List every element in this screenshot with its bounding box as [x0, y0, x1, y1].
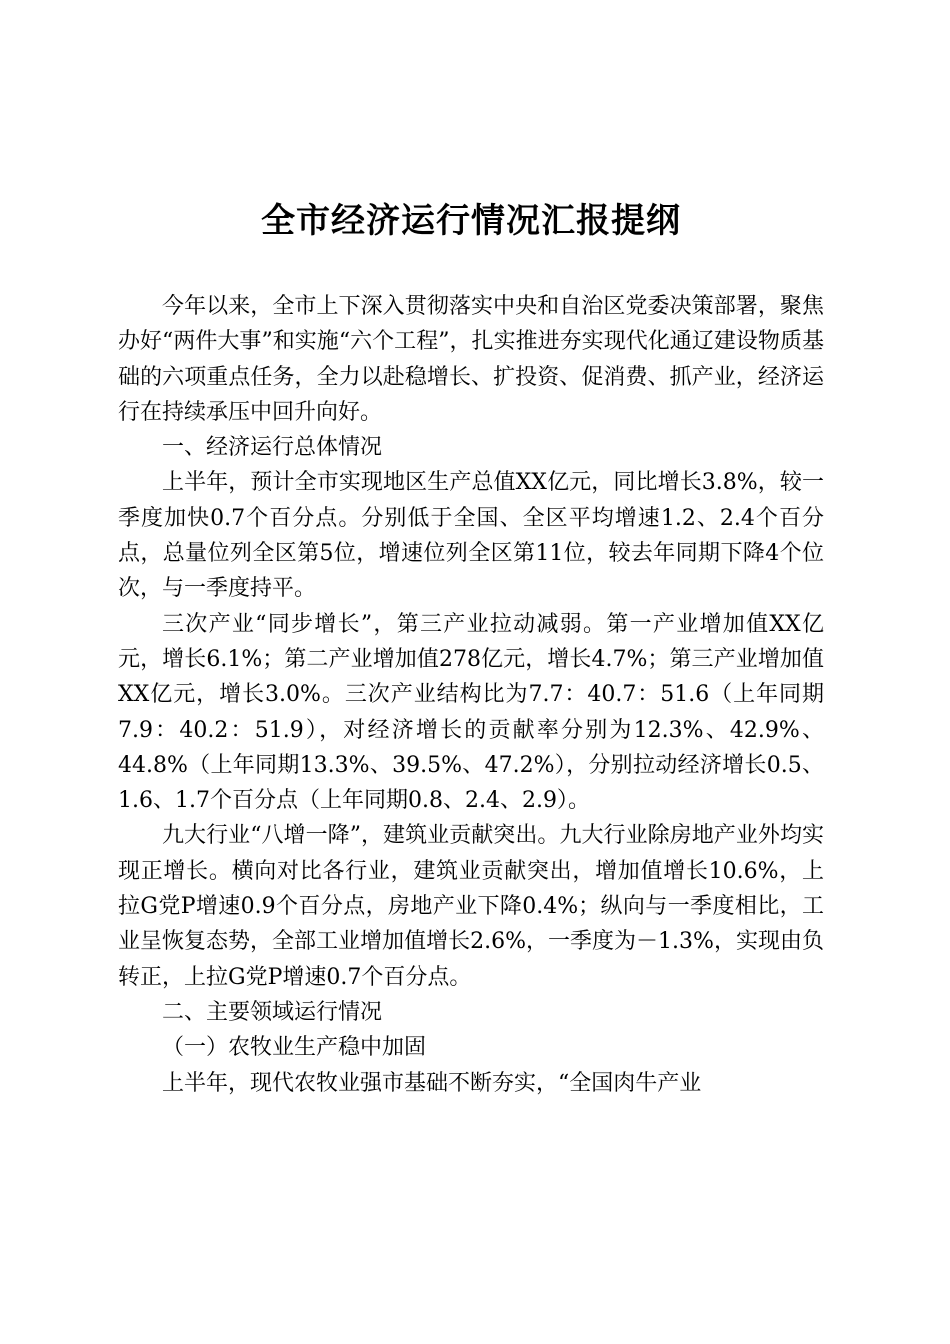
intro-paragraph: 今年以来，全市上下深入贯彻落实中央和自治区党委决策部署，聚焦办好“两件大事”和实施“六个工程”，扎实推进夯实现代化通辽建设物质基础的六项重点任务，全力以赴稳增长、扩投资、促消费、抓产业，经济运行在持续承压中回升向好。 [118, 294, 824, 425]
document-title: 全市经济运行情况汇报提纲 [261, 201, 681, 241]
section-heading-overall: 一、经济运行总体情况 [162, 435, 383, 461]
subsection-heading-agriculture: （一）农牧业生产稳中加固 [162, 1035, 427, 1061]
paragraph-agriculture: 上半年，现代农牧业强市基础不断夯实，“全国肉牛产业 [162, 1070, 702, 1096]
paragraph-industry-structure: 三次产业“同步增长”，第三产业拉动减弱。第一产业增加值XX亿元，增长6.1%；第二产业增加值278亿元，增长4.7%；第三产业增加值XX亿元，增长3.0%。三次产业结构比为7.7：40.7：51.6（上年同期7.9：40.2：51.9），对经济增长的贡献率分别为12.3%、42.9%、44.8%（上年同期13.3%、39.5%、47.2%），分别拉动经济增长0.5、1.6、1.7个百分点（上年同期0.8、2.4、2.9）。 [118, 611, 824, 814]
document-body [118, 289, 824, 1101]
paragraph-nine-sectors: 九大行业“八增一降”，建筑业贡献突出。九大行业除房地产业外均实现正增长。横向对比各行业，建筑业贡献突出，增加值增长10.6%，上拉G党P增速0.9个百分点，房地产业下降0.4%；纵向与一季度相比，工业呈恢复态势，全部工业增加值增长2.6%，一季度为－1.3%，实现由负转正，上拉G党P增速0.7个百分点。 [118, 823, 824, 990]
section-heading-main-areas: 二、主要领域运行情况 [162, 999, 383, 1025]
paragraph-gdp: 上半年，预计全市实现地区生产总值XX亿元，同比增长3.8%，较一季度加快0.7个百分点。分别低于全国、全区平均增速1.2、2.4个百分点，总量位列全区第5位，增速位列全区第11位，较去年同期下降4个位次，与一季度持平。 [118, 470, 824, 602]
